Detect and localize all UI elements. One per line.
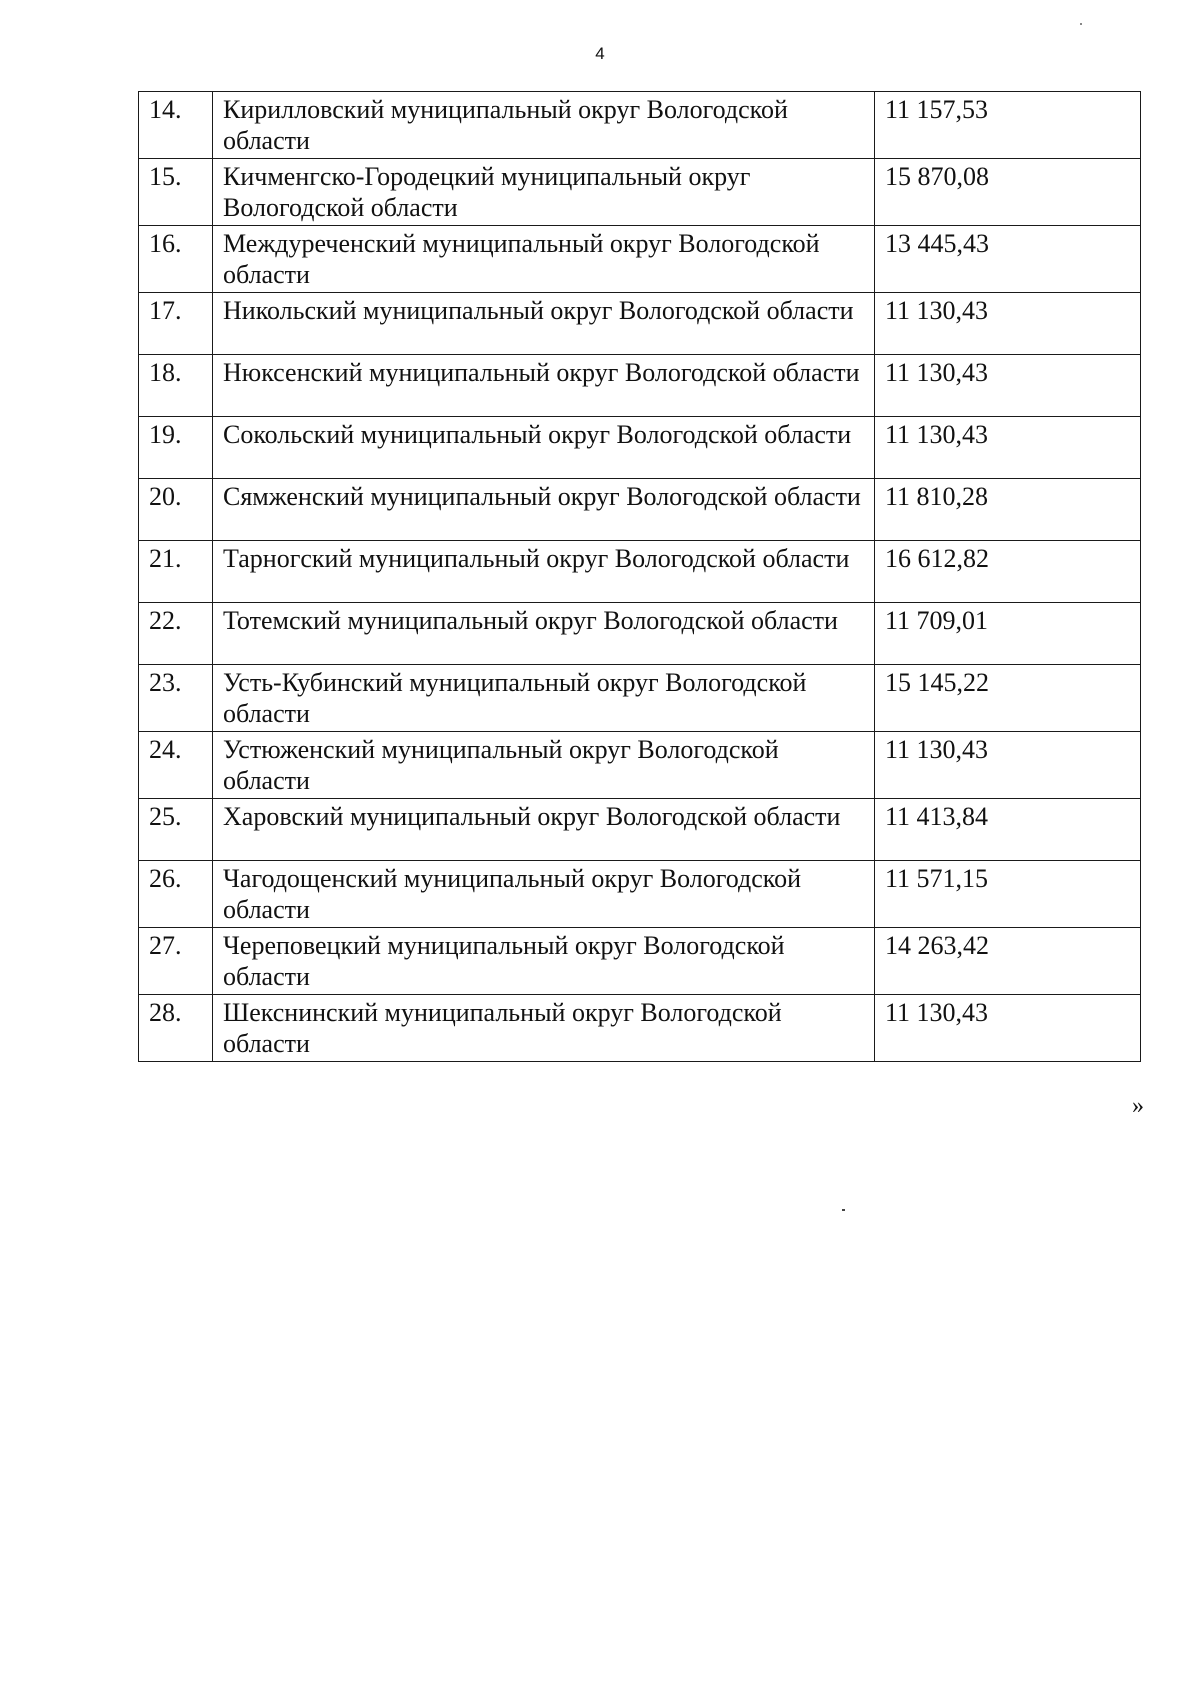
table-row: [139, 92, 1141, 159]
value-cell: 11 157,53: [875, 92, 1141, 159]
value-cell: 15 145,22: [875, 665, 1141, 732]
table-body: [139, 92, 1141, 1062]
row-number-cell: 28.: [139, 995, 213, 1062]
district-name-cell: Шекснинский муниципальный округ Вологодской области: [213, 995, 875, 1062]
district-name-cell: Кичменгско-Городецкий муниципальный округ Вологодской области: [213, 159, 875, 226]
row-number-cell: 16.: [139, 226, 213, 293]
district-name-cell: Никольский муниципальный округ Вологодской области: [213, 293, 875, 355]
table-row: [139, 928, 1141, 995]
row-number-cell: 27.: [139, 928, 213, 995]
scan-speck: [842, 1209, 845, 1211]
district-name-cell: Междуреченский муниципальный округ Вологодской области: [213, 226, 875, 293]
district-name-cell: Кирилловский муниципальный округ Вологодской области: [213, 92, 875, 159]
table-row: [139, 159, 1141, 226]
value-cell: 11 810,28: [875, 479, 1141, 541]
value-cell: 11 130,43: [875, 293, 1141, 355]
district-name-cell: Харовский муниципальный округ Вологодской области: [213, 799, 875, 861]
value-cell: 14 263,42: [875, 928, 1141, 995]
value-cell: 11 130,43: [875, 995, 1141, 1062]
district-name-cell: Нюксенский муниципальный округ Вологодской области: [213, 355, 875, 417]
table-row: [139, 226, 1141, 293]
row-number-cell: 26.: [139, 861, 213, 928]
table-row: [139, 355, 1141, 417]
value-cell: 11 571,15: [875, 861, 1141, 928]
row-number-cell: 17.: [139, 293, 213, 355]
table-row: [139, 293, 1141, 355]
value-cell: 15 870,08: [875, 159, 1141, 226]
district-name-cell: Череповецкий муниципальный округ Вологодской области: [213, 928, 875, 995]
scan-speck: [1080, 23, 1082, 25]
table-row: [139, 995, 1141, 1062]
table-row: [139, 603, 1141, 665]
value-cell: 11 130,43: [875, 355, 1141, 417]
row-number-cell: 21.: [139, 541, 213, 603]
district-name-cell: Устюженский муниципальный округ Вологодской области: [213, 732, 875, 799]
district-name-cell: Тотемский муниципальный округ Вологодской области: [213, 603, 875, 665]
value-cell: 11 130,43: [875, 417, 1141, 479]
district-name-cell: Усть-Кубинский муниципальный округ Вологодской области: [213, 665, 875, 732]
value-cell: 11 709,01: [875, 603, 1141, 665]
value-cell: 16 612,82: [875, 541, 1141, 603]
district-name-cell: Сокольский муниципальный округ Вологодской области: [213, 417, 875, 479]
closing-quote-mark: »: [1132, 1093, 1144, 1119]
row-number-cell: 14.: [139, 92, 213, 159]
district-name-cell: Тарногский муниципальный округ Вологодской области: [213, 541, 875, 603]
row-number-cell: 15.: [139, 159, 213, 226]
table-row: [139, 541, 1141, 603]
value-cell: 13 445,43: [875, 226, 1141, 293]
row-number-cell: 22.: [139, 603, 213, 665]
table-row: [139, 665, 1141, 732]
row-number-cell: 25.: [139, 799, 213, 861]
district-name-cell: Сямженский муниципальный округ Вологодской области: [213, 479, 875, 541]
row-number-cell: 19.: [139, 417, 213, 479]
municipal-districts-table: [138, 91, 1141, 1062]
table-row: [139, 417, 1141, 479]
page-number: 4: [595, 44, 605, 63]
value-cell: 11 413,84: [875, 799, 1141, 861]
row-number-cell: 18.: [139, 355, 213, 417]
table-row: [139, 479, 1141, 541]
table-row: [139, 732, 1141, 799]
value-cell: 11 130,43: [875, 732, 1141, 799]
table-row: [139, 799, 1141, 861]
row-number-cell: 20.: [139, 479, 213, 541]
district-name-cell: Чагодощенский муниципальный округ Вологодской области: [213, 861, 875, 928]
row-number-cell: 24.: [139, 732, 213, 799]
row-number-cell: 23.: [139, 665, 213, 732]
table-row: [139, 861, 1141, 928]
